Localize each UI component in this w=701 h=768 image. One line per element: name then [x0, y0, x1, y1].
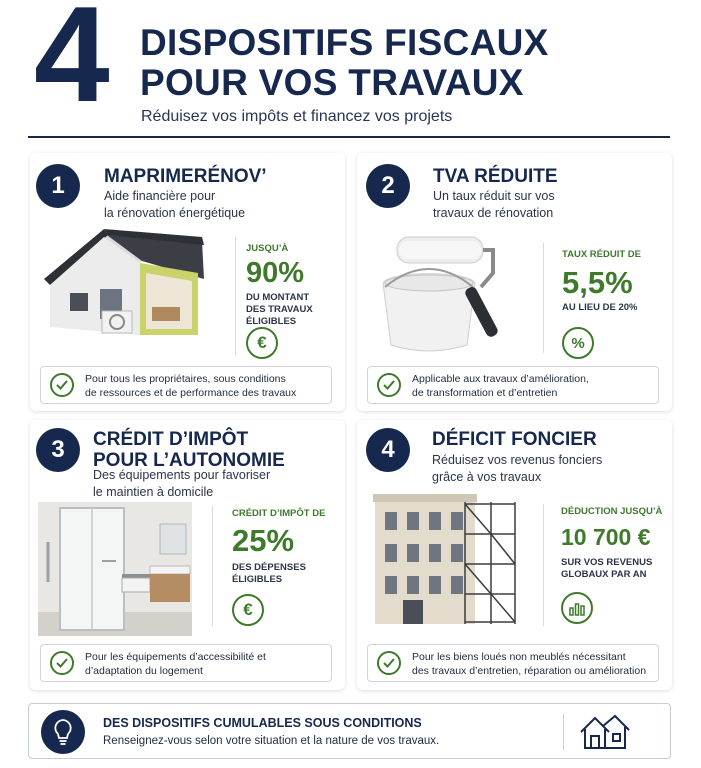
stat-suffix-line: DES DÉPENSES [232, 562, 306, 573]
stat-suffix-line: ÉLIGIBLES [246, 316, 297, 327]
stat-suffix [562, 302, 662, 314]
card-description-line: Aide financière pour [104, 189, 216, 203]
stat-suffix-line: GLOBAUX PAR AN [561, 569, 647, 580]
card-description-line: le maintien à domicile [93, 485, 214, 499]
card-number-badge: 3 [36, 428, 80, 472]
stat-divider [212, 506, 213, 626]
stat-suffix-line: SUR VOS REVENUS [561, 557, 653, 568]
stat-value: 90% [246, 257, 305, 289]
card-description-line: grâce à vos travaux [432, 470, 542, 484]
condition-note-line: de transformation et d’entretien [412, 387, 558, 399]
card-description-line: la rénovation énergétique [104, 206, 246, 220]
card-maprimerenov [30, 153, 345, 411]
stat-divider [235, 237, 236, 355]
card-title-line: POUR L’AUTONOMIE [93, 450, 285, 471]
stat-prefix: JUSQU’À [246, 243, 289, 254]
stat-suffix [561, 557, 671, 581]
stat-suffix [246, 292, 346, 328]
page-title-line-1: DISPOSITIFS FISCAUX [140, 22, 549, 63]
stat-value: 5,5% [562, 265, 633, 300]
house-cutaway-illustration [42, 223, 210, 343]
condition-note [40, 644, 332, 682]
condition-note-line: d’adaptation du logement [85, 665, 203, 677]
card-description-line: Des équipements pour favoriser [93, 468, 271, 482]
footer-banner [28, 703, 671, 759]
condition-note-line: des travaux d’entretien, réparation ou amélioration [412, 665, 647, 677]
condition-note [367, 644, 659, 682]
footer-title: DES DISPOSITIFS CUMULABLES SOUS CONDITIONS [103, 716, 422, 730]
condition-note-text [85, 650, 266, 678]
stat-suffix-line: AU LIEU DE 20% [562, 302, 638, 313]
stat-prefix: TAUX RÉDUIT DE [562, 249, 641, 260]
euro-icon: € [246, 327, 278, 359]
stat-suffix [232, 562, 332, 586]
big-number-four: 4 [34, 0, 106, 130]
building-scaffolding-illustration [373, 492, 517, 626]
card-title [93, 429, 285, 471]
stat-block [561, 506, 671, 581]
card-number-badge: 2 [366, 164, 410, 208]
condition-note-text [412, 650, 646, 678]
percent-icon: % [562, 327, 594, 359]
stat-divider [543, 504, 544, 626]
check-circle-icon [50, 651, 74, 675]
condition-note-line: de ressources et de performance des travaux [85, 387, 297, 399]
card-description [433, 188, 555, 222]
check-circle-icon [377, 373, 401, 397]
bar-chart-icon [561, 592, 593, 624]
euro-icon: € [232, 594, 264, 626]
houses-icon [579, 712, 631, 752]
header [0, 0, 701, 140]
card-description-line: travaux de rénovation [433, 206, 554, 220]
card-description [432, 452, 602, 486]
lightbulb-icon [41, 710, 85, 754]
card-description-line: Réduisez vos revenus fonciers [432, 453, 603, 467]
stat-block [246, 243, 346, 328]
card-credit-impot-autonomie [30, 420, 345, 690]
stat-divider [543, 243, 544, 353]
stat-suffix-line: ÉLIGIBLES [232, 574, 283, 585]
card-title-line: CRÉDIT D’IMPÔT [93, 429, 249, 450]
footer-divider [563, 714, 564, 750]
card-description [104, 188, 245, 222]
card-title: MAPRIMERÉNOV’ [104, 166, 267, 187]
footer-text: Renseignez-vous selon votre situation et la nature de vos travaux. [103, 735, 440, 747]
page-subtitle: Réduisez vos impôts et financez vos projets [141, 108, 453, 125]
condition-note-line: Pour tous les propriétaires, sous conditions [85, 373, 286, 385]
condition-note-line: Applicable aux travaux d’amélioration, [412, 373, 589, 385]
condition-note-line: Pour les biens loués non meublés nécessitant [412, 651, 626, 663]
card-tva-reduite [357, 153, 672, 411]
card-description [93, 467, 270, 501]
page-title-line-2: POUR VOS TRAVAUX [140, 62, 524, 103]
card-title: DÉFICIT FONCIER [432, 429, 597, 450]
stat-suffix-line: DES TRAVAUX [246, 304, 313, 315]
card-description-line: Un taux réduit sur vos [433, 189, 555, 203]
stat-block [562, 249, 662, 314]
stat-block [232, 508, 332, 586]
paint-bucket-roller-illustration [377, 231, 527, 357]
stat-suffix-line: DU MONTANT [246, 292, 310, 303]
stat-value: 25% [232, 523, 295, 558]
card-deficit-foncier [357, 420, 672, 690]
card-number-badge: 4 [366, 428, 410, 472]
check-circle-icon [50, 373, 74, 397]
condition-note [40, 366, 332, 404]
card-number-badge: 1 [36, 164, 80, 208]
condition-note-text [85, 372, 296, 400]
condition-note [367, 366, 659, 404]
card-title: TVA RÉDUITE [433, 166, 558, 187]
stat-value: 10 700 € [561, 524, 651, 550]
stat-prefix: CRÉDIT D’IMPÔT DE [232, 508, 326, 519]
condition-note-text [412, 372, 589, 400]
accessible-bathroom-illustration [38, 502, 192, 636]
stat-prefix: DÉDUCTION JUSQU’À [561, 506, 663, 517]
header-divider [28, 136, 670, 138]
check-circle-icon [377, 651, 401, 675]
condition-note-line: Pour les équipements d’accessibilité et [85, 651, 266, 663]
